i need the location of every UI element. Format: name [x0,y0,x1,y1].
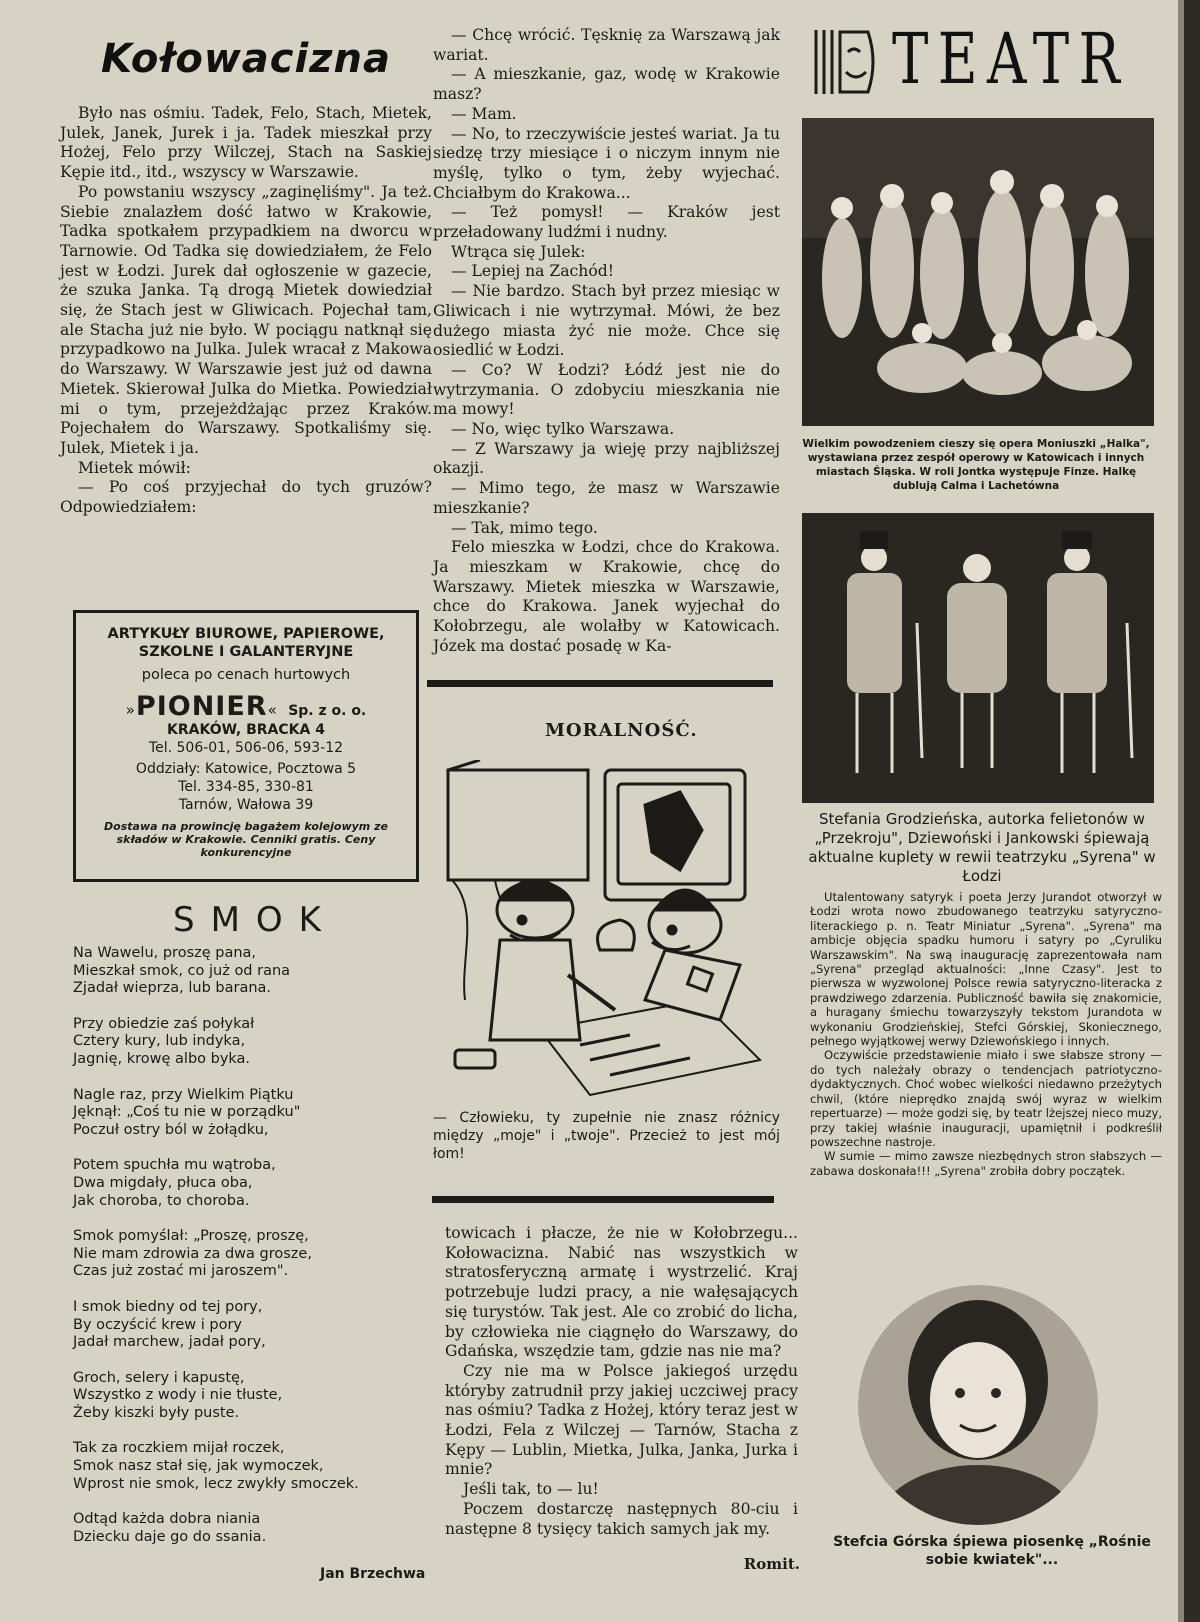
poem-line: Wprost nie smok, lecz zwykły smoczek. [73,1475,359,1492]
poem-line: Groch, selery i kapustę, [73,1369,245,1386]
poem-title: SMOK [173,900,337,940]
cartoon-illustration [440,760,780,1105]
poem-stanza [73,1228,413,1281]
article-paragraph: Jeśli tak, to — lu! [463,1480,599,1499]
poem-line: Nagle raz, przy Wielkim Piątku [73,1086,294,1103]
article-paragraph: Czy nie ma w Polsce jakiegoś urzędu któryby zatrudnił przy jakiej uczciwej pracy nas ośmiu? Tadka z Hożej, który teraz jest w Łodzi, Fela z Wilczej — Tarnów, Stacha z Kępy — Lublin, Mietka, Julka, Janka, Jurka i mnie? [445,1361,798,1479]
poem-stanza [73,1087,413,1140]
ad-note: Dostawa na prowincję bagażem kolejowym ze składów w Krakowie. Cenniki gratis. Ceny konkurencyjne [104,820,388,859]
article-column-2 [433,26,780,657]
poem-stanza [73,945,413,998]
article-paragraph: — Z Warszawy ja wieję przy najbliższej okazji. [433,439,780,478]
poem-line: Jagnię, krowę albo byka. [73,1050,251,1067]
ad-branches [86,760,406,814]
page-edge [1178,0,1200,1622]
article-paragraph: — Po coś przyjechał do tych gruzów? Odpowiedziałem: [60,478,432,517]
article-paragraph: — Nie bardzo. Stach był przez miesiąc w Gliwicach i nie wytrzymał. Mówi, że bez dużego miasta żyć nie może. Chce się osiedlić w Łodzi. [433,282,780,360]
poem-stanza [73,1440,413,1493]
article-paragraph: — No, więc tylko Warszawa. [451,420,675,439]
article-column-2-continued [445,1224,798,1539]
ad-branch-line: Oddziały: Katowice, Pocztowa 5 [135,761,357,777]
poem-line: Smok nasz stał się, jak wymoczek, [73,1458,324,1475]
poem-line: Jak choroba, to choroba. [73,1192,250,1209]
poem-line: I smok biedny od tej pory, [73,1298,263,1315]
cartoon-caption: — Człowieku, ty zupełnie nie znasz różnicy między „moje" i „twoje". Przecież to jest mój łom! [433,1110,780,1162]
poem-line: Smok pomyślał: „Proszę, proszę, [73,1228,309,1245]
poem-body [73,945,413,1564]
poem-line: Odtąd każda dobra niania [73,1511,261,1528]
ad-brand: »PIONIER« Sp. z o. o. [125,691,367,722]
theatre-paragraph: W sumie — mimo zawsze niezbędnych stron słabszych — zabawa doskonała!!! „Syrena" zrobiła dobry początek. [810,1149,1162,1178]
photo-caption-gorska: Stefcia Górska śpiewa piosenkę „Rośnie sobie kwiatek"... [833,1534,1151,1568]
ad-brand-suffix: Sp. z o. o. [288,703,367,719]
poem-line: Dziecku daje go do ssania. [73,1528,267,1545]
article-paragraph: — Co? W Łodzi? Łódź jest nie do wytrzymania. O zdobyciu mieszkania nie ma mowy! [433,360,780,419]
poem-line: Czas już zostać mi jaroszem". [73,1263,289,1280]
poem-line: Potem spuchła mu wątroba, [73,1157,276,1174]
ad-address: KRAKÓW, BRACKA 4 [167,722,325,738]
poem-author: Jan Brzechwa [320,1566,426,1582]
poem-line: Żeby kiszki były puste. [73,1404,240,1421]
article-paragraph: Felo mieszka w Łodzi, chce do Krakowa. Ja mieszkam w Krakowie, chcę do Warszawy. Mietek mieszka w Warszawie, chce do Krakowa. Janek wyjechał do Kołobrzegu, ale wolałby w Katowicach. Józek ma dostać posadę w Ka- [433,538,780,655]
section-title: TEATR [892,18,1130,100]
poem-line: Dwa migdały, płuca oba, [73,1174,253,1191]
ad-phones: Tel. 506-01, 506-06, 593-12 [148,740,344,756]
theatre-article [810,890,1162,1178]
poem-line: Nie mam zdrowia za dwa grosze, [73,1245,312,1262]
ad-subline: poleca po cenach hurtowych [141,667,351,683]
article-paragraph: Wtrąca się Julek: [451,242,586,261]
photo-caption-syrena: Stefania Grodzieńska, autorka felietonów w „Przekroju", Dziewoński i Jankowski śpiewają aktualne kuplety w rewii teatrzyku „Syrena" w Łodzi [808,810,1156,885]
article-paragraph: — No, to rzeczywiście jesteś wariat. Ja tu siedzę trzy miesiące i o niczym innym nie myślę, tylko o tym, żeby wyjechać. Chciałbym do Krakowa... [433,124,780,202]
article-paragraph: — A mieszkanie, gaz, wodę w Krakowie masz? [433,65,780,104]
photo-stefcia-gorska [858,1285,1098,1525]
article-paragraph: Po powstaniu wszyscy „zaginęliśmy". Ja też. Siebie znalazłem dość łatwo w Krakowie, Tadka spotkałem przypadkiem na dworcu w Tarnowie. Od Tadka się dowiedziałem, że Felo jest w Łodzi. Jurek dał ogłoszenie w gazecie, że szuka Janka. Tą drogą Mietek dowiedział się, że Stach jest w Gliwicach. Pojechał tam, ale Stacha już nie było. W pociągu natknął się przypadkowo na Julka. Julek wracał z Makowa do Warszawy. W Warszawie jest już od dawna Mietek. Skierował Julka do Mietka. Powiedział mi o tym, przejeżdżając przez Kraków. Pojechałem do Warszawy. Spotkaliśmy się. Julek, Mietek i ja. [60,182,432,457]
article-paragraph: — Też pomysł! — Kraków jest przeładowany ludźmi i nudny. [433,203,780,242]
photo-caption-halka: Wielkim powodzeniem cieszy się opera Moniuszki „Halka", wystawiana przez zespół operowy w Katowicach i innych miastach Śląska. W roli Jontka występuje Finze. Halkę dublują Calma i Lachetówna [802,438,1150,492]
poem-line: Zjadał wieprza, lub barana. [73,980,272,997]
poem-line: Na Wawelu, proszę pana, [73,945,257,961]
poem-stanza [73,1299,413,1352]
divider-rule [427,680,773,687]
article-signature: Romit. [743,1555,800,1573]
poem-stanza [73,1370,413,1423]
poem-stanza [73,1016,413,1069]
photo-halka-opera [802,118,1154,426]
theatre-paragraph: Oczywiście przedstawienie miało i swe słabsze strony — do tych należały obrazy o tendencjach patriotyczno-dydaktycznych. Choć wobec wielkości niedawno przeżytych chwil, (które nieprędko znajdą swój wyraz w wielkim repertuarze) — może godzi się, by teatr lżejszej nieco muzy, przy takiej właśnie inauguracji, upamiętnił i podkreślił powszechne nastroje. [810,1048,1162,1149]
poem-line: Mieszkał smok, co już od rana [73,962,291,979]
poem-line: Wszystko z wody i nie tłuste, [73,1387,283,1404]
poem-line: Przy obiedzie zaś połykał [73,1015,255,1032]
poem-line: Jadał marchew, jadał pory, [73,1334,266,1351]
article-paragraph: Poczem dostarczę następnych 80-ciu i następne 8 tysięcy takich samych jak my. [445,1499,798,1538]
article-paragraph: — Mam. [451,104,517,123]
theatre-masks-icon [812,22,882,102]
article-body-1 [60,104,432,518]
article-column-1 [60,30,432,518]
poem-line: Poczuł ostry ból w żołądku, [73,1121,269,1138]
poem-stanza [73,1157,413,1210]
article-paragraph: — Mimo tego, że masz w Warszawie mieszkanie? [433,479,780,517]
article-paragraph: — Tak, mimo tego. [451,518,598,537]
poem-stanza [73,1511,413,1546]
photo-syrena-revue [802,513,1154,803]
article-headline: Kołowacizna [101,36,391,82]
article-paragraph: towicach i płacze, że nie w Kołobrzegu... Kołowacizna. Nabić nas wszystkich w stratosferyczną armatę i wystrzelić. Kraj potrzebuje ludzi pracy, a nie wałęsających się turystów. Tak jest. Ale co zrobić do licha, by człowieka nie ciągnęło do Warszawy, do Gdańska, wszędzie tam, gdzie nas nie ma? [445,1224,798,1361]
ad-brand-name: PIONIER [135,691,268,722]
poem-line: Cztery kury, lub indyka, [73,1033,246,1050]
article-paragraph: — Lepiej na Zachód! [451,262,614,281]
theatre-paragraph: Utalentowany satyryk i poeta Jerzy Jurandot otworzył w Łodzi wrota nowo zbudowanego teatrzyku satyryczno-literackiego p. n. Teatr Miniatur „Syrena". „Syrena" ma ambicje objęcia spadku humoru i satyry po „Cyruliku Warszawskim". Na swą inaugurację zaprezentowała nam „Syrena" przegląd aktualności: „Inne Czasy". Jest to pierwsza w wyzwolonej Polsce rewia satyryczno-literacka z prawdziwego zdarzenia. Publiczność bawiła się znakomicie, a huragany śmiechu towarzyszyły tekstom Jurandota w wykonaniu Grodzieńskiej, Stefci Górskiej, Skoniecznego, pełnego wyjątkowej werwy Dziewońskiego i innych. [810,890,1162,1049]
article-paragraph: — Chcę wrócić. Tęsknię za Warszawą jak wariat. [433,26,780,64]
article-paragraph: Było nas ośmiu. Tadek, Felo, Stach, Mietek, Julek, Janek, Jurek i ja. Tadek mieszkał przy Hożej, Felo przy Wilczej, Stach na Saskiej Kępie itd., itd., wszyscy w Warszawie. [60,104,432,182]
ad-branch-line: Tel. 334-85, 330-81 [178,779,314,795]
poem-line: Jęknął: „Coś tu nie w porządku" [73,1104,301,1121]
divider-rule [432,1196,774,1203]
poem-line: Tak za roczkiem mijał roczek, [73,1440,285,1457]
advertisement-box [73,610,419,882]
poem-line: By oczyścić krew i pory [73,1316,242,1333]
cartoon-title: MORALNOŚĆ. [545,720,698,741]
ad-branch-line: Tarnów, Wałowa 39 [178,797,314,813]
article-paragraph: Mietek mówił: [78,458,191,477]
ad-headline: ARTYKUŁY BIUROWE, PAPIEROWE, SZKOLNE I GALANTERYJNE [107,626,385,660]
